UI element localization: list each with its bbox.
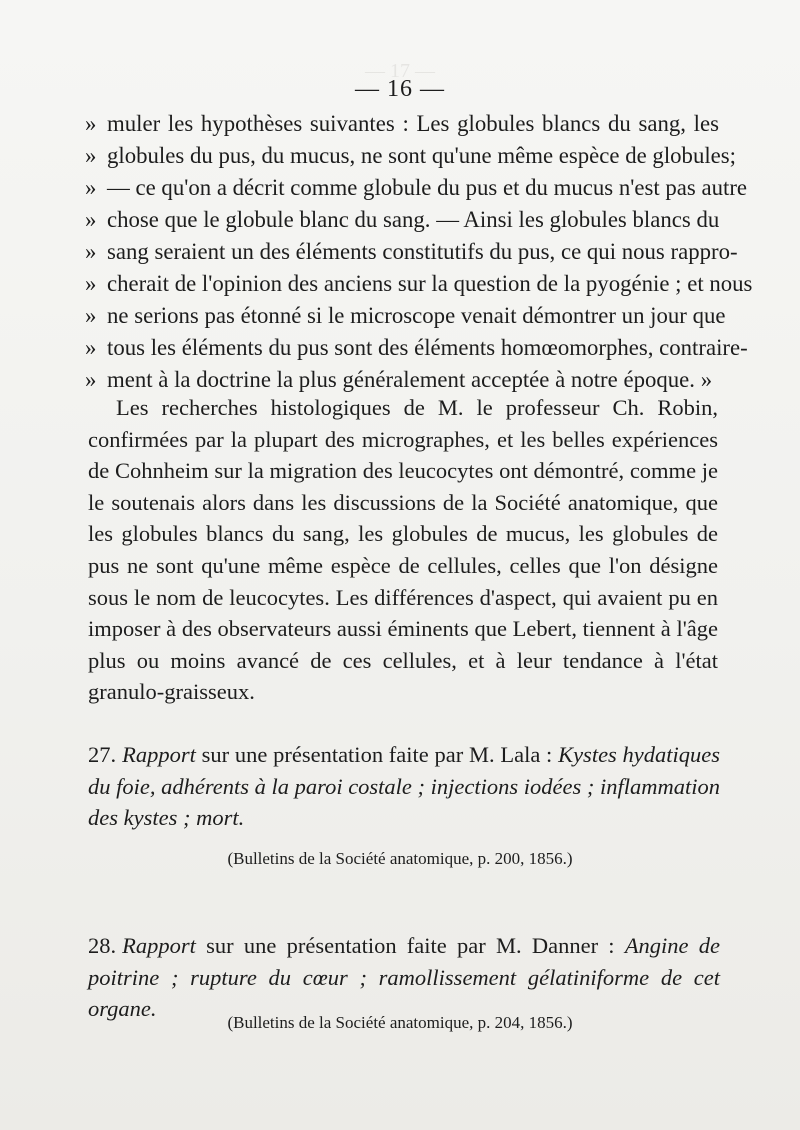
quote-line-5: [85, 236, 738, 268]
quote-mark: »: [85, 335, 97, 360]
quote-line-2: [85, 140, 737, 172]
quote-mark: »: [85, 271, 97, 296]
quote-mark: »: [85, 207, 97, 232]
quote-text: muler les hypothèses suivantes : Les globules blancs du sang, les: [107, 111, 719, 136]
quote-line-4: [85, 204, 719, 236]
entry-27-citation: (Bulletins de la Société anatomique, p. 200, 1856.): [227, 849, 573, 868]
entry-rapport-label: Rapport: [122, 933, 196, 958]
quote-mark: »: [85, 303, 97, 328]
entry-lead-text: sur une présentation faite par M. Danner :: [206, 933, 615, 958]
body-paragraph: Les recherches histologiques de M. le professeur Ch. Robin, confirmées par la plupart des micrographes, et les belles expériences de Cohnheim sur la migration des leucocytes ont démontré, comme je le soutenais alors dans les discussions de la Société anatomique, que les globules blancs du sang, les globules de mucus, les globules de pus ne sont qu'une même espèce de cellules, celles que l'on désigne sous le nom de leucocytes. Les différences d'aspect, qui avaient pu en imposer à des observateurs aussi éminents que Lebert, tiennent à l'âge plus ou moins avancé de ces cellules, et à leur tendance à l'état granulo-graisseux.: [88, 395, 718, 705]
entry-number: 28.: [88, 933, 117, 958]
entry-27: [88, 739, 720, 834]
quote-text: sang seraient un des éléments constitutifs du pus, ce qui nous rappro-: [107, 239, 738, 264]
entry-title: Angine de poitrine ; rupture du cœur ; ramollissement gélatiniforme de cet organe.: [88, 933, 721, 1021]
quote-text: chose que le globule blanc du sang. — Ainsi les globules blancs du: [107, 207, 720, 232]
quote-line-7: [85, 300, 726, 332]
entry-rapport-label: Rapport: [122, 742, 196, 767]
entry-number: 27.: [88, 742, 117, 767]
entry-lead-text: sur une présentation faite par M. Lala :: [201, 742, 553, 767]
show-through-text: — 17 —: [365, 60, 435, 82]
quote-line-3: [85, 172, 748, 204]
quote-text: ne serions pas étonné si le microscope venait démontrer un jour que: [107, 303, 726, 328]
quote-mark: »: [85, 175, 97, 200]
quote-mark: »: [85, 239, 97, 264]
quote-mark: »: [85, 111, 97, 136]
quote-line-6: [85, 268, 753, 300]
quote-mark: »: [85, 143, 97, 168]
quote-text: — ce qu'on a décrit comme globule du pus et du mucus n'est pas autre: [107, 175, 748, 200]
quote-line-8: [85, 332, 748, 364]
quote-text: ment à la doctrine la plus généralement acceptée à notre époque. »: [107, 367, 713, 392]
quote-mark: »: [85, 367, 97, 392]
page-number: — 16 —: [355, 76, 445, 102]
quote-text: tous les éléments du pus sont des éléments homœomorphes, contraire-: [107, 335, 748, 360]
quote-line-1: [85, 108, 719, 140]
entry-28-citation: (Bulletins de la Société anatomique, p. 204, 1856.): [227, 1013, 573, 1032]
quote-text: cherait de l'opinion des anciens sur la question de la pyogénie ; et nous: [107, 271, 753, 296]
quote-text: globules du pus, du mucus, ne sont qu'une même espèce de globules;: [107, 143, 737, 168]
entry-title: Kystes hydatiques du foie, adhérents à la paroi costale ; injections iodées ; inflammation des kystes ; mort.: [88, 742, 721, 830]
